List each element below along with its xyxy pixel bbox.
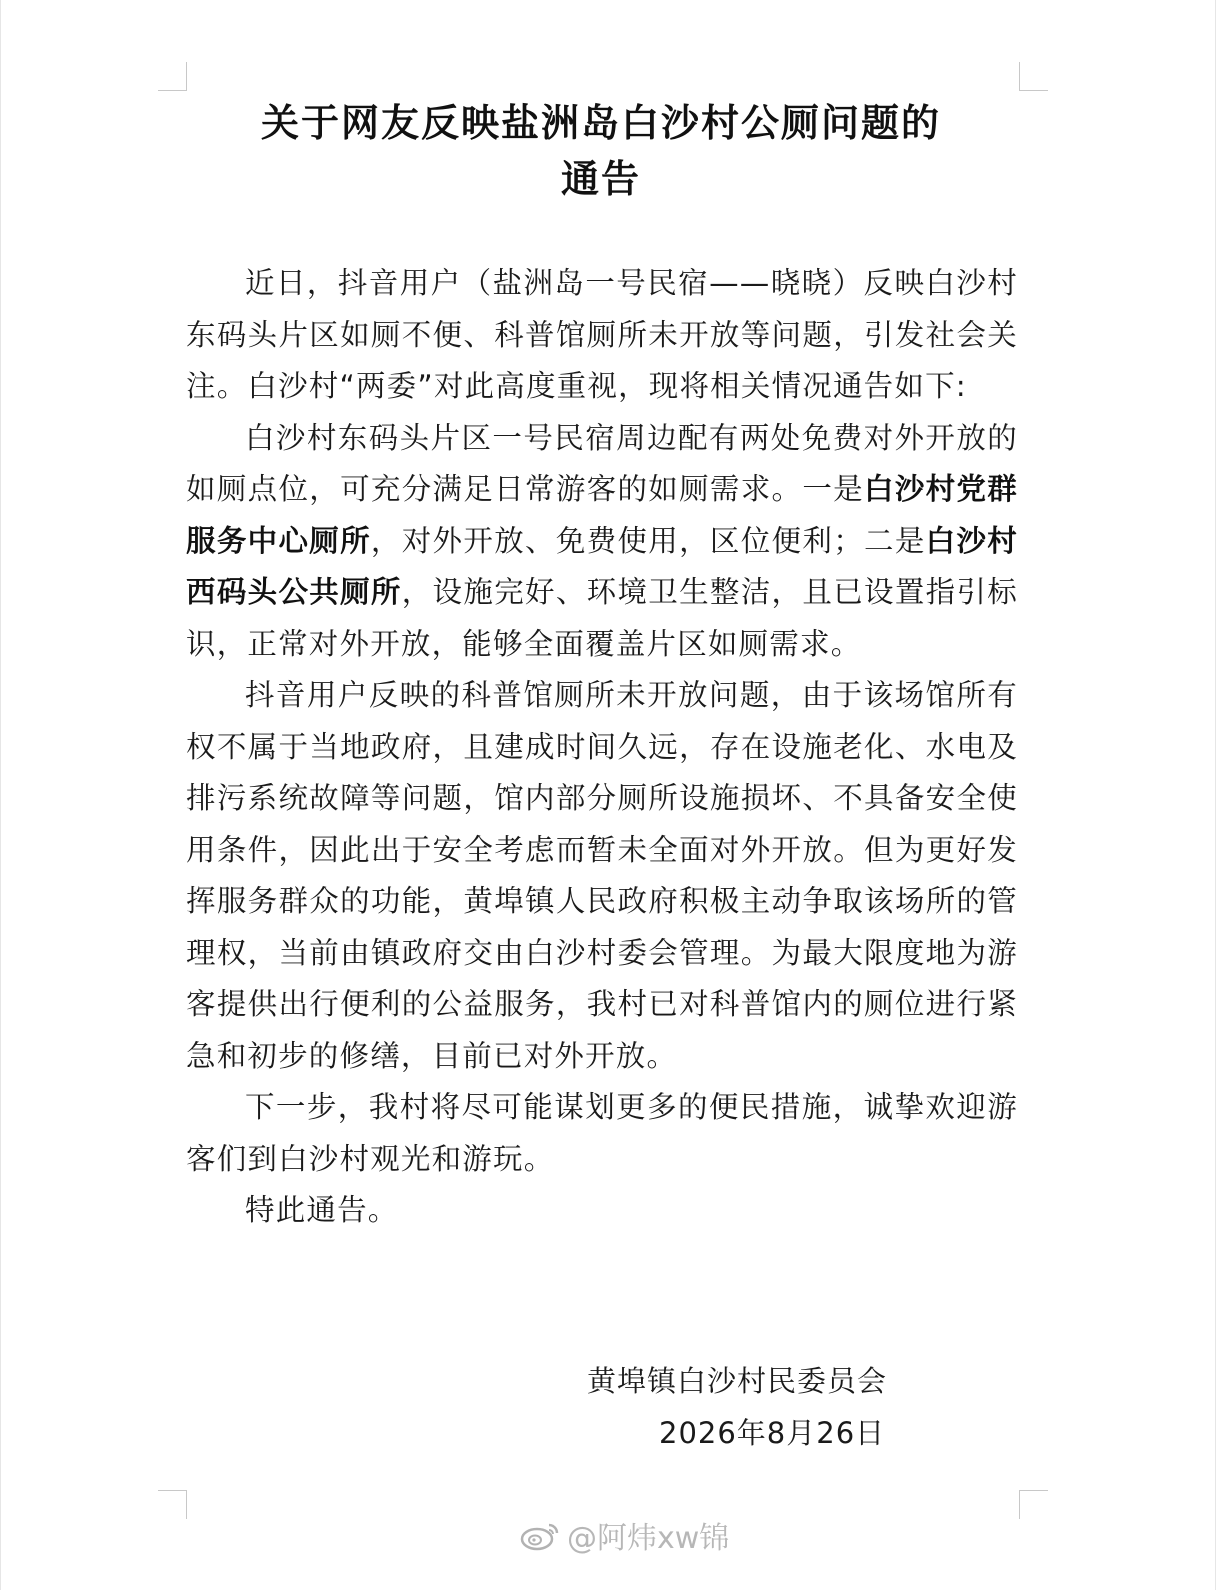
notice-title-line2: 通告 [560,157,641,201]
crop-mark-top-right [1019,62,1048,91]
paragraph-science-museum: 抖音用户反映的科普馆厕所未开放问题，由于该场馆所有权不属于当地政府，且建成时间久远，存在设施老化、水电及排污系统故障等问题，馆内部分厕所设施损坏、不具备安全使用条件，因此出于安全考虑而暂未全面对外开放。但为更好发挥服务群众的功能，黄埠镇人民政府积极主动争取该场所的管理权，当前由镇政府交由白沙村委会管理。为最大限度地为游客提供出行便利的公益服务，我村已对科普馆内的厕位进行紧急和初步的修缮，目前已对外开放。 [186,678,1018,1073]
paragraph-toilet-text-c: ，设施完好、环境卫生整洁，且已设置指引标识，正常对外开放，能够全面覆盖片区如厕需求。 [186,575,1018,661]
crop-mark-top-left [158,62,187,91]
paragraph-toilet-text-a: 白沙村东码头片区一号民宿周边配有两处免费对外开放的如厕点位，可充分满足日常游客的如厕需求。一是 [186,420,1018,506]
paragraph-next-steps: 下一步，我村将尽可能谋划更多的便民措施，诚挚欢迎游客们到白沙村观光和游玩。 [186,1090,1018,1176]
paragraph-toilet-text-b: ，对外开放、免费使用，区位便利；二是 [370,523,926,558]
highlight-west-pier-public-toilet: 白沙村西码头公共厕所 [186,523,1018,609]
weibo-watermark [519,1516,729,1554]
highlight-party-service-center-toilet: 白沙村党群服务中心厕所 [186,472,1018,558]
watermark-text: @阿炜xw锦 [567,1521,730,1556]
notice-title [186,95,1016,207]
paragraph-intro: 近日，抖音用户（盐洲岛一号民宿——晓晓）反映白沙村东码头片区如厕不便、科普馆厕所未开放等问题，引发社会关注。白沙村“两委”对此高度重视，现将相关情况通告如下: [186,266,1018,403]
signature-date: 2026年8月26日 [659,1416,886,1450]
signature-block [561,1355,921,1459]
crop-mark-bottom-right [1019,1490,1048,1519]
notice-title-line1: 关于网友反映盐洲岛白沙村公厕问题的 [260,101,941,145]
notice-body [186,258,1018,1237]
paragraph-toilet-locations [186,413,1018,671]
crop-mark-bottom-left [158,1490,187,1519]
signature-organization: 黄埠镇白沙村民委员会 [587,1364,888,1398]
weibo-logo-icon [519,1519,561,1551]
paragraph-closing: 特此通告。 [245,1193,399,1227]
